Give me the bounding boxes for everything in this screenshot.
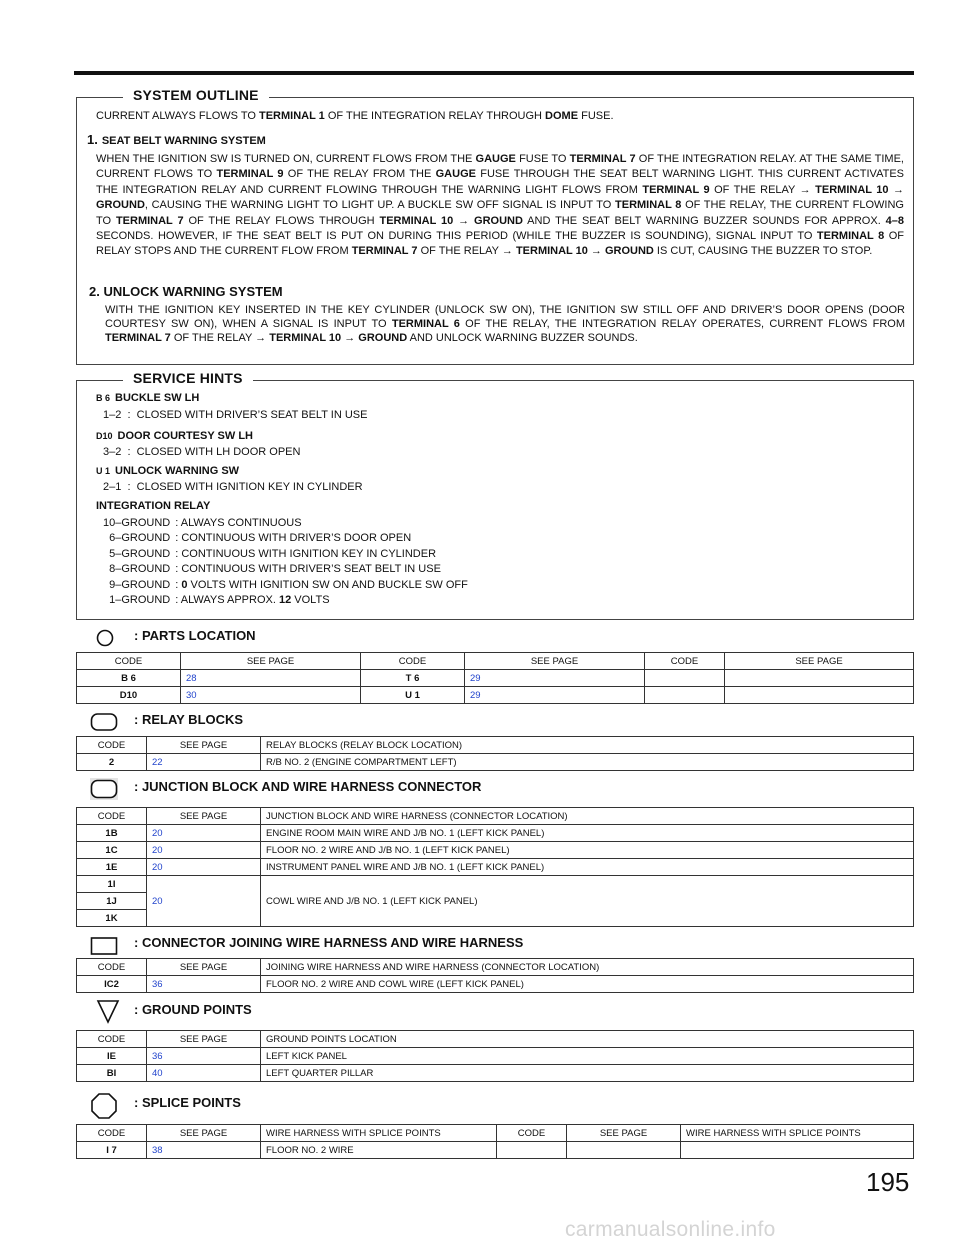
code-cell: IE bbox=[77, 1048, 147, 1065]
description-cell: LEFT KICK PANEL bbox=[261, 1048, 914, 1065]
junction-block-table bbox=[76, 807, 914, 927]
junction-block-symbol-icon bbox=[90, 778, 118, 800]
description-cell: R/B NO. 2 (ENGINE COMPARTMENT LEFT) bbox=[261, 754, 914, 771]
connector-joining-heading: : CONNECTOR JOINING WIRE HARNESS AND WIRE HARNESS bbox=[134, 935, 524, 950]
table-row bbox=[77, 670, 914, 687]
see-page-link[interactable]: 36 bbox=[147, 976, 261, 993]
column-header: WIRE HARNESS WITH SPLICE POINTS bbox=[681, 1125, 914, 1142]
relay-terminal: 5–GROUND bbox=[109, 547, 171, 560]
code-cell bbox=[645, 687, 725, 704]
splice-point-symbol-icon bbox=[90, 1092, 118, 1120]
code-cell: 1J bbox=[77, 893, 147, 910]
column-header: SEE PAGE bbox=[725, 653, 914, 670]
column-header: CODE bbox=[497, 1125, 567, 1142]
table-header-row bbox=[77, 1031, 914, 1048]
code-cell: U 1 bbox=[361, 687, 465, 704]
column-header: SEE PAGE bbox=[181, 653, 361, 670]
table-row bbox=[77, 859, 914, 876]
column-header: SEE PAGE bbox=[147, 1031, 261, 1048]
table-row bbox=[77, 876, 914, 893]
column-header: SEE PAGE bbox=[147, 1125, 261, 1142]
relay-terminal: 9–GROUND bbox=[109, 578, 171, 591]
column-header: CODE bbox=[77, 653, 181, 670]
relay-blocks-table bbox=[76, 736, 914, 771]
system-outline-title: SYSTEM OUTLINE bbox=[123, 87, 269, 103]
hint-d10: D10 DOOR COURTESY SW LH bbox=[96, 430, 253, 442]
column-header: CODE bbox=[361, 653, 465, 670]
parts-location-heading: : PARTS LOCATION bbox=[134, 628, 256, 643]
table-row bbox=[77, 687, 914, 704]
description-cell: FLOOR NO. 2 WIRE AND J/B NO. 1 (LEFT KICK PANEL) bbox=[261, 842, 914, 859]
relay-blocks-heading: : RELAY BLOCKS bbox=[134, 712, 244, 727]
connector-joining-table bbox=[76, 958, 914, 993]
relay-continuity-row bbox=[103, 593, 468, 609]
hint-u1-line: 2–1 : CLOSED WITH IGNITION KEY IN CYLINDER bbox=[103, 481, 363, 493]
relay-condition: : CONTINUOUS WITH DRIVER’S SEAT BELT IN USE bbox=[175, 563, 441, 576]
relay-condition: : CONTINUOUS WITH DRIVER’S DOOR OPEN bbox=[175, 532, 412, 545]
service-hints-box bbox=[76, 370, 914, 620]
table-row bbox=[77, 1048, 914, 1065]
code-cell: B 6 bbox=[77, 670, 181, 687]
see-page-link[interactable]: 36 bbox=[147, 1048, 261, 1065]
table-header-row bbox=[77, 808, 914, 825]
column-header: CODE bbox=[77, 737, 147, 754]
see-page-link[interactable]: 30 bbox=[181, 687, 361, 704]
description-cell: FLOOR NO. 2 WIRE AND COWL WIRE (LEFT KICK PANEL) bbox=[261, 976, 914, 993]
column-header: SEE PAGE bbox=[567, 1125, 681, 1142]
see-page-link[interactable]: 20 bbox=[147, 859, 261, 876]
column-header: SEE PAGE bbox=[465, 653, 645, 670]
column-header: GROUND POINTS LOCATION bbox=[261, 1031, 914, 1048]
code-cell bbox=[497, 1142, 567, 1159]
table-row bbox=[77, 842, 914, 859]
column-header: CODE bbox=[77, 959, 147, 976]
see-page-link[interactable]: 28 bbox=[181, 670, 361, 687]
system-outline-box bbox=[76, 87, 914, 365]
table-row bbox=[77, 754, 914, 771]
code-cell: 1E bbox=[77, 859, 147, 876]
relay-continuity-row bbox=[103, 562, 468, 578]
see-page-link[interactable]: 20 bbox=[147, 825, 261, 842]
see-page-link[interactable]: 29 bbox=[465, 670, 645, 687]
code-cell: IC2 bbox=[77, 976, 147, 993]
unlock-warning-paragraph: WITH THE IGNITION KEY INSERTED IN THE KEY CYLINDER (UNLOCK SW ON), THE IGNITION SW STILL OFF AND DRIVER’S DOOR OPENS (DOOR COURTESY SW ON), WHEN A SIGNAL IS INPUT TO TERMINAL 6 OF THE RELAY, THE INTEGRATION RELAY OPERATES, CURRENT FLOWS FROM TERMINAL 7 OF THE RELAY → TERMINAL 10 → GROUND AND UNLOCK WARNING BUZZER SOUNDS. bbox=[105, 304, 906, 344]
code-cell: D10 bbox=[77, 687, 181, 704]
parts-location-table bbox=[76, 652, 914, 704]
see-page-link[interactable]: 29 bbox=[465, 687, 645, 704]
code-cell: 1I bbox=[77, 876, 147, 893]
code-cell: 2 bbox=[77, 754, 147, 771]
column-header: WIRE HARNESS WITH SPLICE POINTS bbox=[261, 1125, 497, 1142]
hint-relay-title: INTEGRATION RELAY bbox=[96, 500, 211, 512]
table-row bbox=[77, 825, 914, 842]
description-cell: FLOOR NO. 2 WIRE bbox=[261, 1142, 497, 1159]
see-page-link[interactable]: 22 bbox=[147, 754, 261, 771]
column-header: CODE bbox=[645, 653, 725, 670]
description-cell: LEFT QUARTER PILLAR bbox=[261, 1065, 914, 1082]
see-page-link bbox=[567, 1142, 681, 1159]
relay-continuity-row bbox=[103, 546, 468, 562]
hint-u1: U 1 UNLOCK WARNING SW bbox=[96, 465, 240, 477]
relay-condition: : ALWAYS APPROX. 12 VOLTS bbox=[175, 594, 330, 607]
hint-b6: B 6 BUCKLE SW LH bbox=[96, 392, 200, 404]
see-page-link[interactable]: 20 bbox=[147, 876, 261, 927]
column-header: CODE bbox=[77, 808, 147, 825]
see-page-link[interactable]: 38 bbox=[147, 1142, 261, 1159]
see-page-link bbox=[725, 670, 914, 687]
code-cell: 1C bbox=[77, 842, 147, 859]
code-cell: 1B bbox=[77, 825, 147, 842]
description-cell: ENGINE ROOM MAIN WIRE AND J/B NO. 1 (LEFT KICK PANEL) bbox=[261, 825, 914, 842]
code-cell bbox=[645, 670, 725, 687]
column-header: CODE bbox=[77, 1125, 147, 1142]
top-rule bbox=[74, 71, 914, 75]
description-cell: COWL WIRE AND J/B NO. 1 (LEFT KICK PANEL) bbox=[261, 876, 914, 927]
see-page-link[interactable]: 20 bbox=[147, 842, 261, 859]
splice-points-heading: : SPLICE POINTS bbox=[134, 1095, 241, 1110]
table-header-row bbox=[77, 653, 914, 670]
table-row bbox=[77, 1065, 914, 1082]
see-page-link[interactable]: 40 bbox=[147, 1065, 261, 1082]
code-cell: 1K bbox=[77, 910, 147, 927]
column-header: SEE PAGE bbox=[147, 959, 261, 976]
hint-b6-line: 1–2 : CLOSED WITH DRIVER’S SEAT BELT IN USE bbox=[103, 409, 368, 421]
table-row bbox=[77, 1142, 914, 1159]
service-hints-title: SERVICE HINTS bbox=[123, 370, 253, 386]
relay-terminal: 6–GROUND bbox=[109, 532, 171, 545]
code-cell: T 6 bbox=[361, 670, 465, 687]
relay-continuity-row bbox=[103, 577, 468, 593]
column-header: JUNCTION BLOCK AND WIRE HARNESS (CONNECTOR LOCATION) bbox=[261, 808, 914, 825]
relay-block-symbol-icon bbox=[90, 712, 118, 732]
column-header: RELAY BLOCKS (RELAY BLOCK LOCATION) bbox=[261, 737, 914, 754]
table-header-row bbox=[77, 959, 914, 976]
column-header: JOINING WIRE HARNESS AND WIRE HARNESS (CONNECTOR LOCATION) bbox=[261, 959, 914, 976]
relay-condition: : ALWAYS CONTINUOUS bbox=[175, 516, 302, 529]
ground-points-table bbox=[76, 1030, 914, 1082]
watermark: carmanualsonline.info bbox=[565, 1218, 776, 1241]
relay-condition: : CONTINUOUS WITH IGNITION KEY IN CYLINDER bbox=[175, 547, 437, 560]
relay-terminal: 1–GROUND bbox=[109, 594, 171, 607]
seat-belt-heading: 1. SEAT BELT WARNING SYSTEM bbox=[87, 132, 266, 147]
splice-points-table bbox=[76, 1124, 914, 1159]
code-cell: BI bbox=[77, 1065, 147, 1082]
relay-terminal: 10–GROUND bbox=[103, 516, 171, 529]
ground-points-heading: : GROUND POINTS bbox=[134, 1002, 252, 1017]
table-row bbox=[77, 976, 914, 993]
table-header-row bbox=[77, 1125, 914, 1142]
table-header-row bbox=[77, 737, 914, 754]
column-header: CODE bbox=[77, 1031, 147, 1048]
connector-joining-symbol-icon bbox=[90, 936, 118, 956]
relay-terminal: 8–GROUND bbox=[109, 563, 171, 576]
parts-location-symbol-icon bbox=[96, 629, 114, 647]
unlock-warning-heading: 2. UNLOCK WARNING SYSTEM bbox=[89, 284, 283, 299]
code-cell: I 7 bbox=[77, 1142, 147, 1159]
junction-block-heading: : JUNCTION BLOCK AND WIRE HARNESS CONNECTOR bbox=[134, 779, 482, 794]
relay-condition: : 0 VOLTS WITH IGNITION SW ON AND BUCKLE SW OFF bbox=[175, 578, 468, 591]
seat-belt-paragraph: WHEN THE IGNITION SW IS TURNED ON, CURRENT FLOWS FROM THE GAUGE FUSE TO TERMINAL 7 OF THE INTEGRATION RELAY. AT THE SAME TIME, CURRENT FLOWS TO TERMINAL 9 OF THE RELAY FROM THE GAUGE FUSE THROUGH THE SEAT BELT WARNING LIGHT. THIS CURRENT ACTIVATES THE INTEGRATION RELAY AND CURRENT FLOWING THROUGH THE WARNING LIGHT FLOWS FROM TERMINAL 9 OF THE RELAY → TERMINAL 10 → GROUND, CAUSING THE WARNING LIGHT TO LIGHT UP. A BUCKLE SW OFF SIGNAL IS INPUT TO TERMINAL 8 OF THE RELAY, THE CURRENT FLOWING TO TERMINAL 7 OF THE RELAY FLOWS THROUGH TERMINAL 10 → GROUND AND THE SEAT BELT WARNING BUZZER SOUNDS FOR APPROX. 4–8 SECONDS. HOWEVER, IF THE SEAT BELT IS PUT ON DURING THIS PERIOD (WHILE THE BUZZER IS SOUNDING), SIGNAL INPUT TO TERMINAL 8 OF RELAY STOPS AND THE CURRENT FLOW FROM TERMINAL 7 OF THE RELAY → TERMINAL 10 → GROUND IS CUT, CAUSING THE BUZZER TO STOP. bbox=[96, 153, 904, 258]
relay-continuity-row bbox=[103, 515, 468, 531]
description-cell: INSTRUMENT PANEL WIRE AND J/B NO. 1 (LEFT KICK PANEL) bbox=[261, 859, 914, 876]
column-header: SEE PAGE bbox=[147, 737, 261, 754]
relay-continuity-table bbox=[103, 515, 468, 608]
ground-point-symbol-icon bbox=[96, 998, 120, 1024]
relay-continuity-row bbox=[103, 531, 468, 547]
column-header: SEE PAGE bbox=[147, 808, 261, 825]
hint-d10-line: 3–2 : CLOSED WITH LH DOOR OPEN bbox=[103, 446, 301, 458]
description-cell bbox=[681, 1142, 914, 1159]
page-number: 195 bbox=[866, 1167, 910, 1197]
see-page-link bbox=[725, 687, 914, 704]
outline-intro: CURRENT ALWAYS FLOWS TO TERMINAL 1 OF THE INTEGRATION RELAY THROUGH DOME FUSE. bbox=[96, 110, 614, 122]
